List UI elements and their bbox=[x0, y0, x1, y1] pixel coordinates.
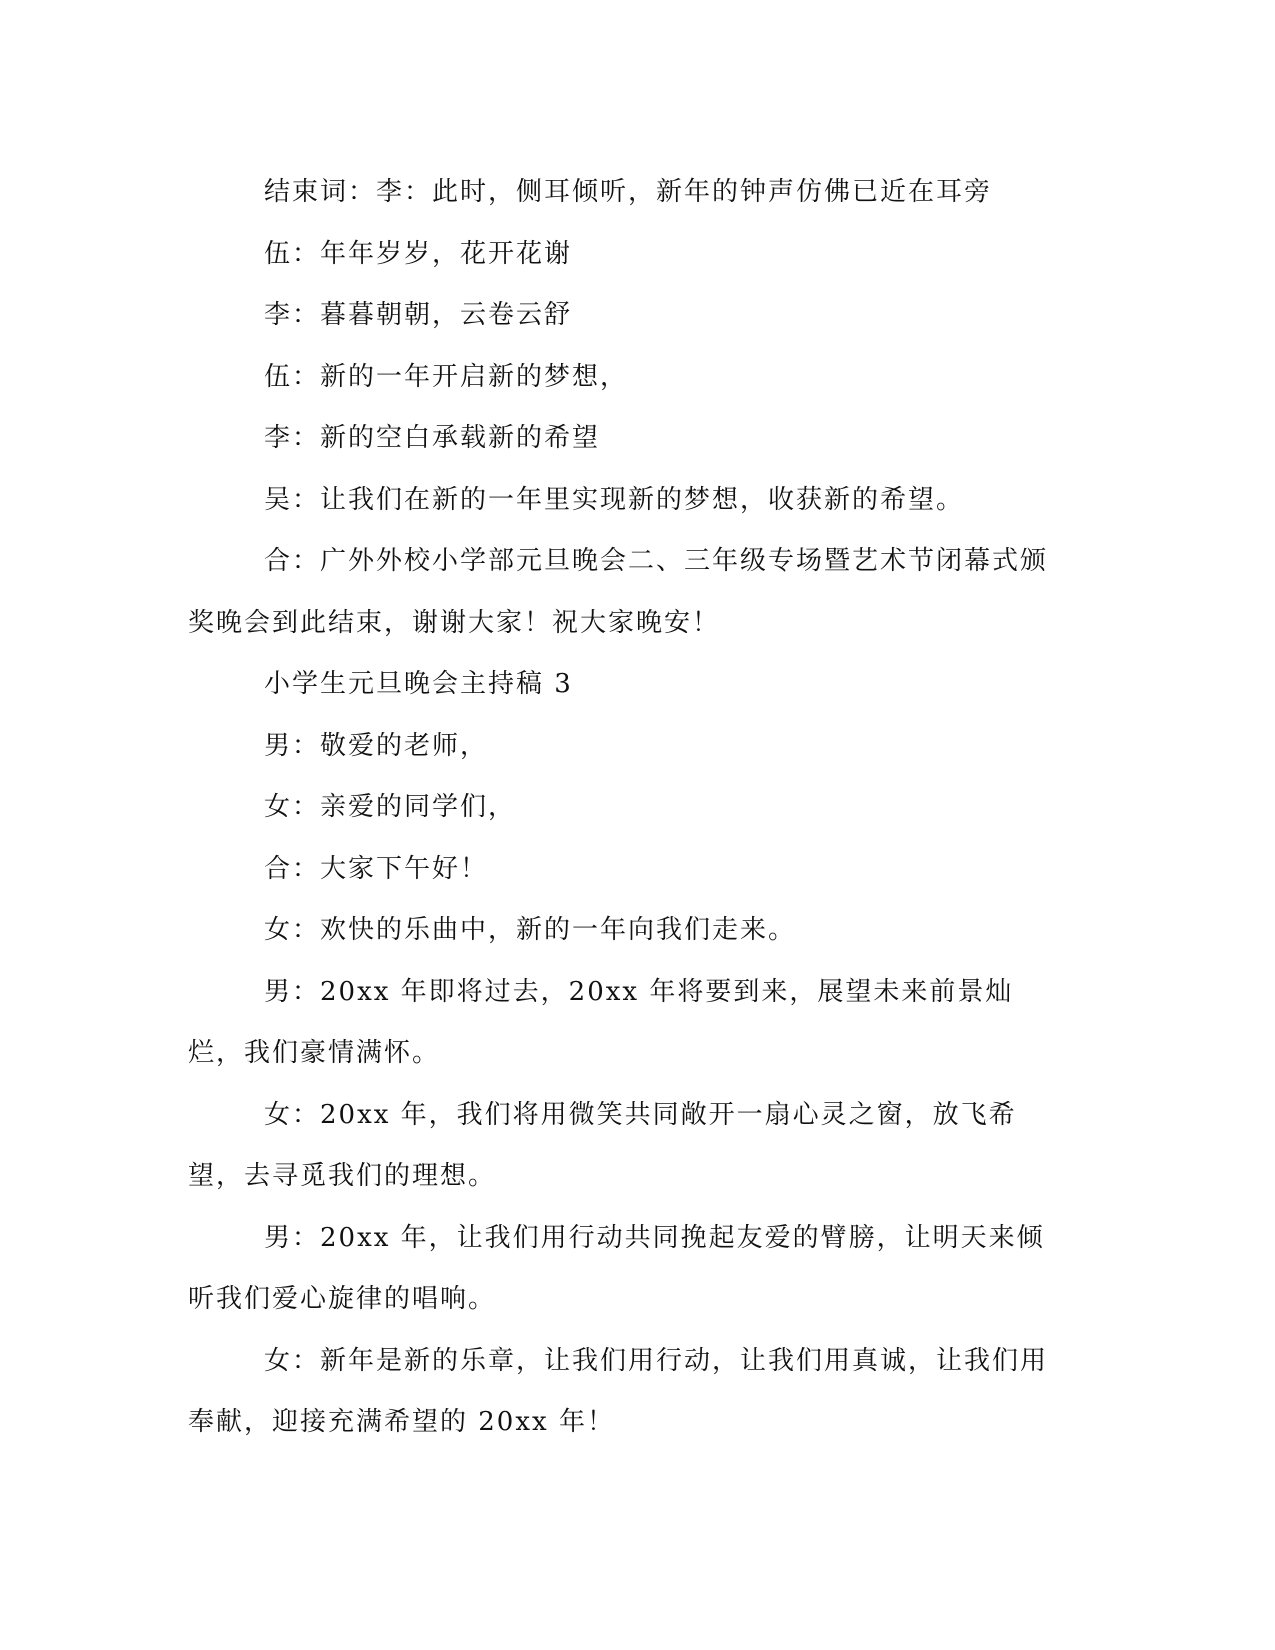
paragraph-closing-li: 结束词：李：此时，侧耳倾听，新年的钟声仿佛已近在耳旁 bbox=[264, 177, 993, 207]
paragraph-wu-1: 伍：年年岁岁，花开花谢 bbox=[264, 238, 573, 269]
paragraph-together-closing: 合：广外外校小学部元旦晚会二、三年级专场暨艺术节闭幕式颁奖晚会到此结束，谢谢大家！祝大家晚安！ bbox=[188, 546, 1049, 638]
paragraph-female-2: 女：欢快的乐曲中，新的一年向我们走来。 bbox=[264, 915, 797, 945]
paragraph-female-4: 女：新年是新的乐章，让我们用行动，让我们用真诚，让我们用奉献，迎接充满希望的 20xx 年！ bbox=[188, 1345, 1049, 1437]
document-body bbox=[188, 162, 1068, 1454]
paragraph-female-3: 女：20xx 年，我们将用微笑共同敞开一扇心灵之窗，放飞希望，去寻觅我们的理想。 bbox=[188, 1099, 1017, 1191]
paragraph-male-2: 男：20xx 年即将过去，20xx 年将要到来，展望未来前景灿烂，我们豪情满怀。 bbox=[188, 976, 1014, 1068]
paragraph-together-1: 合：大家下午好！ bbox=[264, 853, 489, 884]
paragraph-male-3: 男：20xx 年，让我们用行动共同挽起友爱的臂膀，让明天来倾听我们爱心旋律的唱响。 bbox=[188, 1222, 1045, 1314]
paragraph-male-1: 男：敬爱的老师， bbox=[264, 730, 489, 761]
paragraph-wu-3: 吴：让我们在新的一年里实现新的梦想，收获新的希望。 bbox=[264, 484, 965, 515]
section-heading: 小学生元旦晚会主持稿 3 bbox=[264, 669, 573, 699]
paragraph-female-1: 女：亲爱的同学们， bbox=[264, 792, 517, 822]
paragraph-li-1: 李：暮暮朝朝，云卷云舒 bbox=[264, 300, 573, 330]
paragraph-li-2: 李：新的空白承载新的希望 bbox=[264, 423, 601, 453]
paragraph-wu-2: 伍：新的一年开启新的梦想， bbox=[264, 361, 629, 392]
